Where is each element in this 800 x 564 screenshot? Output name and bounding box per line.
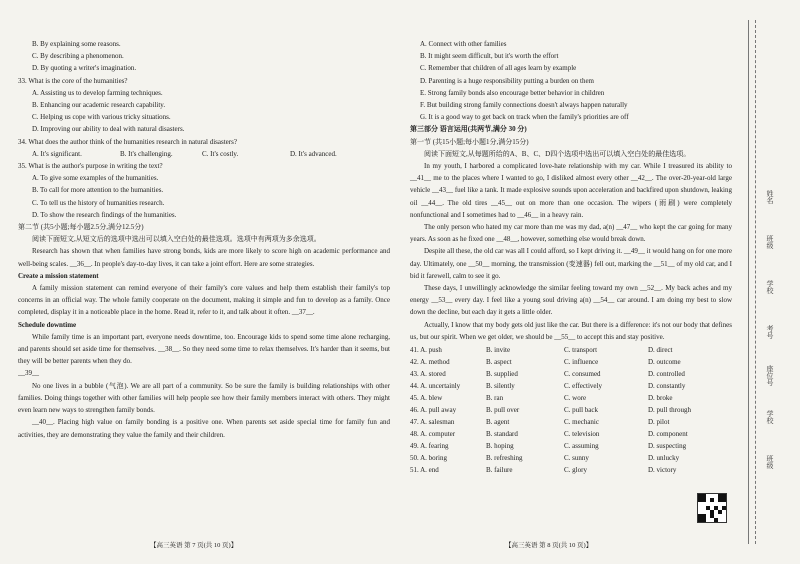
q34-option-a: A. It's significant. (32, 149, 82, 158)
choice-option: C. wore (564, 394, 587, 403)
choice-row (410, 380, 732, 392)
choice-option: C. effectively (564, 382, 602, 391)
choice-option: B. silently (486, 382, 515, 391)
q34-option-b: B. It's challenging. (120, 149, 173, 158)
cloze-paragraph-3: Despite all these, the old car was all I could afford, so I kept driving it. __49__ it would hang on for one more day. Ultimately, one __50__ morning, the transmission (变速器) fell out, marking the __51__ of my old car, and I bid it farewell, calm to see it go. (410, 247, 732, 280)
choice-option: 51. A. end (410, 466, 439, 475)
margin-label: 座位号 (766, 365, 774, 386)
right-page-footer: 【高三英语 第 8 页(共 10 页)】 (505, 542, 593, 549)
left-page-footer: 【高三英语 第 7 页(共 10 页)】 (150, 542, 238, 549)
choice-option: 49. A. fearing (410, 442, 449, 451)
choice-option: 45. A. blew (410, 394, 443, 403)
cloze-paragraph-4: These days, I unwillingly acknowledge the similar feeling toward my own __52__. My back aches and my energy __53__ every day. I feel like a young soul driving a(n) __54__ car around. I am doing my best to slow down the decline, but each day it gets a little older. (410, 284, 732, 317)
cloze-paragraph-5: Actually, I know that my body gets old just like the car. But there is a difference: it's not our body that defines us, but our spirit. When we get older, we should be __55__ to accept this and stay positive. (410, 320, 732, 341)
choice-option: D. constantly (648, 382, 686, 391)
part3-title: 第三部分 语言运用(共两节,满分 30 分) (410, 125, 527, 134)
right-column (410, 38, 732, 476)
choice-option: D. component (648, 430, 688, 439)
passage-paragraph-3: While family time is an important part, everyone needs downtime, too. Encourage kids to spend some time alone recharging, and parents should set aside time for themselves. __38__. So they need some time to relax themselves. It's harder than it seems, but they will be better parents when they do. (18, 332, 390, 366)
q34-option-c: C. It's costly. (202, 149, 239, 158)
margin-line-cut (755, 20, 756, 544)
margin-label: 学校 (766, 410, 774, 424)
choice-option: B. hoping (486, 442, 514, 451)
heading-schedule-downtime: Schedule downtime (18, 320, 77, 329)
choice-option: D. unlucky (648, 454, 680, 463)
choice-option: C. consumed (564, 370, 601, 379)
choice-option: 48. A. computer (410, 430, 456, 439)
choice-option: B. aspect (486, 358, 512, 367)
choice-option: B. pull over (486, 406, 520, 415)
choice-option: C. television (564, 430, 600, 439)
q35-option-d: D. To show the research findings of the humanities. (32, 210, 177, 219)
q33-option-c: C. Helping us cope with various tricky situations. (32, 113, 171, 122)
gap-option-g: G. It is a good way to get back on track when the family's priorities are off (420, 113, 629, 122)
gap-option-d: D. Parenting is a huge responsibility putting a burden on them (420, 76, 595, 85)
q33-option-a: A. Assisting us to develop farming techniques. (32, 88, 163, 97)
q35-option-b: B. To call for more attention to the humanities. (32, 186, 164, 195)
choice-option: B. standard (486, 430, 518, 439)
passage-blank-39: __39__ (18, 369, 39, 378)
q34-option-d: D. It's advanced. (290, 149, 337, 158)
choice-option: C. mechanic (564, 418, 599, 427)
choice-option: 43. A. stored (410, 370, 446, 379)
choice-option: C. pull back (564, 406, 599, 415)
margin-line-outer (748, 20, 749, 544)
margin-label: 班级 (766, 455, 774, 469)
choice-option: D. broke (648, 394, 673, 403)
cloze-choices (410, 344, 732, 476)
q34-options (18, 148, 390, 160)
left-column (18, 38, 390, 441)
margin-label: 考号 (766, 325, 774, 339)
choice-option: B. ran (486, 394, 504, 403)
section1-instructions: 阅读下面短文,从每题所给的A、B、C、D四个选项中选出可以填入空白处的最佳选项。 (424, 149, 691, 158)
choice-option: C. glory (564, 466, 587, 475)
choice-option: 46. A. pull away (410, 406, 457, 415)
choice-option: B. supplied (486, 370, 518, 379)
choice-option: 42. A. method (410, 358, 450, 367)
q33-option-d: D. Improving our ability to deal with natural disasters. (32, 125, 185, 134)
q32-option-d: D. By quoting a writer's imagination. (32, 64, 137, 73)
choice-option: D. pull through (648, 406, 691, 415)
passage-paragraph-5: No one lives in a bubble (气泡). We are all part of a community. So be sure the family is building relationships with other families. Doing things together with other families will help people see how their family members interact with others. They might even learn new ways to strengthen family bonds. (18, 381, 390, 415)
choice-option: C. transport (564, 346, 598, 355)
margin-label: 学校 (766, 280, 774, 294)
q34-stem: 34. What does the author think of the humanities research in natural disasters? (18, 137, 237, 146)
section1-title: 第一节 (共15小题;每小题1分,满分15分) (410, 137, 529, 146)
choice-row (410, 428, 732, 440)
choice-option: C. sunny (564, 454, 589, 463)
choice-option: D. controlled (648, 370, 685, 379)
choice-option: C. influence (564, 358, 599, 367)
qr-code-icon (698, 494, 726, 522)
choice-row (410, 356, 732, 368)
choice-row (410, 392, 732, 404)
heading-mission-statement: Create a mission statement (18, 271, 99, 280)
right-page (400, 0, 740, 564)
cloze-paragraph-1: In my youth, I harbored a complicated love-hate relationship with my car. While I treasured its ability to __41__ me to the places where I wanted to go, I disliked almost every other __42__. The over-20-year-old large vehicle __43__ fuel like a tank. It made explosive sounds upon acceleration and backfired upon shutdown, leaking oil __44__. The old tires __45__ out on more than one occasion. The wipers (雨刷) were completely nonfunctional and I sometimes had to __46__ in a heavy rain. (410, 162, 732, 219)
section2-instructions: 阅读下面短文,从短文后的选项中选出可以填入空白处的最佳选项。选项中有两项为多余选项。 (32, 235, 321, 244)
choice-option: 50. A. boring (410, 454, 447, 463)
passage-paragraph-2: A family mission statement can remind everyone of their family's core values and help them establish their family's top concerns in an official way. The whole family cooperate on the document, making it simple and fun to develop as a family. Once completed, display it in a noticeable place in the home. Read it, refer to it, and talk about it often. __37__. (18, 284, 390, 317)
gap-option-f: F. But building strong family connections doesn't always happen naturally (420, 101, 628, 110)
margin-label: 班级 (766, 235, 774, 249)
q33-option-b: B. Enhancing our academic research capability. (32, 101, 166, 110)
choice-option: D. pilot (648, 418, 670, 427)
choice-option: B. refreshing (486, 454, 523, 463)
choice-option: B. invite (486, 346, 511, 355)
choice-option: 41. A. push (410, 346, 442, 355)
q32-option-c: C. By describing a phenomenon. (32, 52, 124, 61)
cloze-paragraph-2: The only person who hated my car more than me was my dad, a(n) __47__ who kept the car going for many years. As soon as he fixed one __48__, however, something else would break down. (410, 223, 732, 244)
choice-row (410, 344, 732, 356)
binding-margin (740, 0, 800, 564)
q35-option-c: C. To tell us the history of humanities research. (32, 198, 165, 207)
gap-option-b: B. It might seem difficult, but it's worth the effort (420, 52, 559, 61)
qr-code (697, 493, 727, 523)
choice-row (410, 464, 732, 476)
choice-option: D. outcome (648, 358, 681, 367)
gap-option-c: C. Remember that children of all ages learn by example (420, 64, 577, 73)
choice-option: 44. A. uncertainly (410, 382, 461, 391)
q32-option-b: B. By explaining some reasons. (32, 40, 121, 48)
gap-option-e: E. Strong family bonds also encourage better behavior in children (420, 88, 605, 97)
margin-label: 姓名 (766, 190, 774, 204)
choice-option: D. direct (648, 346, 673, 355)
choice-option: 47. A. salesman (410, 418, 455, 427)
choice-option: D. suspecting (648, 442, 687, 451)
choice-option: B. agent (486, 418, 510, 427)
choice-option: B. failure (486, 466, 513, 475)
gap-option-a: A. Connect with other families (420, 40, 507, 48)
passage-paragraph-6: __40__. Placing high value on family bonding is a positive one. When parents set aside special time for family fun and activities, they are demonstrating they value the family and their children. (18, 418, 390, 439)
choice-option: C. assuming (564, 442, 599, 451)
choice-row (410, 368, 732, 380)
choice-row (410, 404, 732, 416)
q35-stem: 35. What is the author's purpose in writing the text? (18, 162, 163, 171)
choice-row (410, 416, 732, 428)
passage-paragraph-1: Research has shown that when families have strong bonds, kids are more likely to score high on academic performance and well-being scales. __36__. In people's day-to-day lives, it can take a joint effort. Here are some strategies. (18, 247, 390, 268)
q35-option-a: A. To give some examples of the humanities. (32, 174, 159, 183)
q33-stem: 33. What is the core of the humanities? (18, 76, 128, 85)
choice-option: D. victory (648, 466, 677, 475)
choice-row (410, 452, 732, 464)
choice-row (410, 440, 732, 452)
section2-title: 第二节 (共5小题;每小题2.5分,满分12.5分) (18, 223, 144, 232)
